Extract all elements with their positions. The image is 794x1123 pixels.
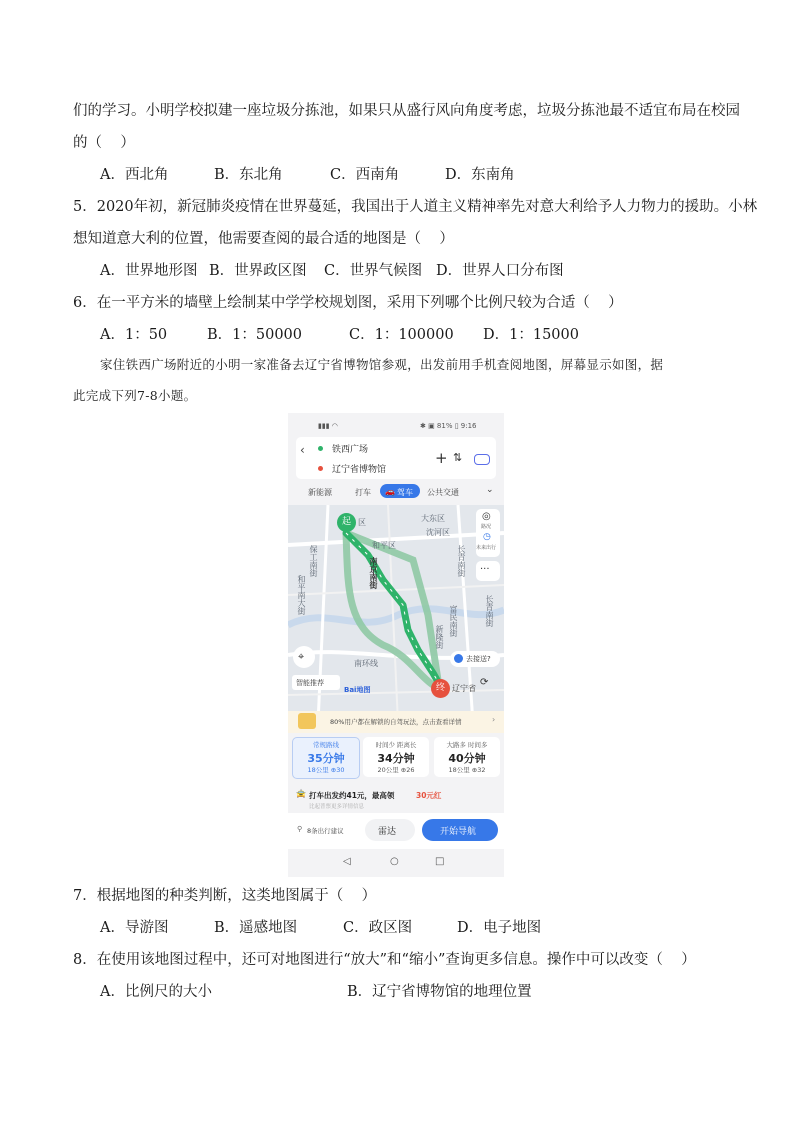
locate-icon: ⌖ bbox=[298, 650, 305, 663]
q4-option-a: A．西北角 bbox=[100, 167, 169, 183]
route-2-info: 20公里 ⊕26 bbox=[377, 766, 415, 774]
back-arrow-icon[interactable]: ‹ bbox=[300, 443, 305, 457]
label-road-fumin: 富民南街 bbox=[449, 605, 458, 637]
label-road-changqing2: 长青南街 bbox=[485, 595, 494, 627]
label-road-ring: 南环线 bbox=[354, 659, 378, 668]
q8-option-b: B．辽宁省博物馆的地理位置 bbox=[347, 984, 532, 1000]
status-right: ✱ ▣ 81% ▯ 9:16 bbox=[420, 422, 477, 430]
route-1-tag: 常规路线 bbox=[313, 741, 339, 749]
location-pin-icon: ⚲ bbox=[297, 825, 303, 833]
pickup-label: 去接送? bbox=[466, 655, 491, 663]
q4-option-b: B．东北角 bbox=[214, 167, 283, 183]
label-road-nanjing: 南京南街 bbox=[369, 557, 378, 589]
label-road-hepingnan: 和平南大街 bbox=[297, 575, 306, 615]
intro-line2: 此完成下列7-8小题。 bbox=[73, 388, 197, 403]
start-marker[interactable]: 起 bbox=[337, 513, 356, 532]
route-1-info: 18公里 ⊕30 bbox=[307, 766, 345, 774]
phone-map-screenshot bbox=[288, 413, 504, 877]
traffic-icon[interactable]: ◎ bbox=[482, 511, 491, 522]
chevron-down-icon[interactable]: ⌄ bbox=[486, 485, 494, 495]
traffic-label: 路况 bbox=[481, 524, 492, 530]
q7-option-b: B．遥感地图 bbox=[214, 920, 298, 936]
q5-text-line2: 想知道意大利的位置，他需要查阅的最合适的地图是（ ） bbox=[73, 231, 454, 247]
route-input-card bbox=[296, 437, 496, 479]
label-road-changqing1: 长青南街 bbox=[457, 545, 466, 577]
nav-recent-icon[interactable]: □ bbox=[435, 856, 445, 867]
more-icon: ··· bbox=[480, 564, 490, 575]
status-signal: ▮▮▮ ◠ bbox=[318, 422, 338, 430]
q5-option-a: A．世界地形图 bbox=[100, 263, 198, 279]
end-marker[interactable]: 终 bbox=[431, 679, 450, 698]
nav-home-icon[interactable]: ○ bbox=[390, 856, 399, 867]
to-input[interactable]: 辽宁省博物馆 bbox=[332, 465, 387, 475]
nav-back-icon[interactable]: ◁ bbox=[343, 856, 351, 867]
q7-option-d: D．电子地图 bbox=[457, 920, 542, 936]
q8-option-a: A．比例尺的大小 bbox=[100, 984, 212, 1000]
tab-drive[interactable]: 驾车 bbox=[397, 488, 413, 497]
refresh-icon[interactable]: ⟳ bbox=[480, 677, 489, 688]
swap-icon[interactable]: ⇅ bbox=[453, 451, 463, 464]
q6-option-b: B．1：50000 bbox=[207, 327, 303, 343]
start-dot-icon bbox=[318, 446, 323, 451]
q7-option-a: A．导游图 bbox=[100, 920, 169, 936]
taxi-icon: 🚖 bbox=[296, 789, 306, 798]
end-dot-icon bbox=[318, 466, 323, 471]
route-3-info: 18公里 ⊕32 bbox=[448, 766, 486, 774]
label-dadong: 大东区 bbox=[421, 514, 445, 523]
assistant-icon[interactable] bbox=[474, 454, 490, 465]
chevron-right-icon: › bbox=[492, 715, 496, 724]
q4-option-d: D．东南角 bbox=[445, 167, 515, 183]
tab-transit[interactable]: 公共交通 bbox=[427, 488, 459, 497]
route-2-tag: 时间少 距离长 bbox=[375, 741, 417, 749]
q6-option-a: A．1：50 bbox=[100, 327, 168, 343]
add-waypoint-icon[interactable]: + bbox=[435, 449, 448, 467]
tab-taxi[interactable]: 打车 bbox=[355, 488, 371, 497]
radar-label: 雷达 bbox=[378, 827, 397, 837]
q4-text-line2: 的（ ） bbox=[73, 135, 135, 151]
map-area[interactable] bbox=[288, 505, 504, 723]
route-1-time: 35分钟 bbox=[307, 752, 345, 765]
q5-text-line1: 5．2020年初，新冠肺炎疫情在世界蔓延，我国出于人道主义精神率先对意大利给予人力物力的援助。小林 bbox=[73, 199, 758, 215]
start-navigation-label: 开始导航 bbox=[440, 827, 477, 837]
suggestions-link[interactable]: 8条出行建议 bbox=[307, 827, 344, 835]
clock-icon[interactable]: ◷ bbox=[483, 532, 491, 542]
q8-text-line1: 8．在使用该地图过程中，还可对地图进行“放大”和“缩小”查询更多信息。操作中可以改变（ ） bbox=[73, 952, 696, 968]
label-road-xinlong: 新隆街 bbox=[435, 625, 444, 649]
future-label: 未来出行 bbox=[476, 545, 497, 551]
tab-new-energy[interactable]: 新能源 bbox=[308, 488, 332, 497]
promo-car-icon bbox=[298, 713, 316, 729]
q6-option-d: D．1：15000 bbox=[483, 327, 579, 343]
taxi-sub: 比起普票更多详情信息 bbox=[309, 804, 365, 810]
q4-option-c: C．西南角 bbox=[330, 167, 400, 183]
label-destination: 辽宁省 bbox=[452, 684, 476, 693]
route-3-tag: 大路多 时间多 bbox=[446, 741, 488, 749]
intro-line1: 家住铁西广场附近的小明一家准备去辽宁省博物馆参观，出发前用手机查阅地图，屏幕显示如图，据 bbox=[100, 357, 664, 372]
pickup-icon bbox=[454, 654, 463, 663]
label-district: 区 bbox=[358, 518, 366, 527]
label-shenhe: 沈河区 bbox=[426, 528, 450, 537]
taxi-text[interactable]: 打车出发约41元，最高领 bbox=[309, 791, 395, 800]
promo-text: 80%用户都在解锁的自驾玩法，点击查看详情 bbox=[330, 718, 462, 726]
route-3-time: 40分钟 bbox=[448, 752, 486, 765]
q6-text-line1: 6．在一平方米的墙壁上绘制某中学学校规划图，采用下列哪个比例尺较为合适（ ） bbox=[73, 295, 623, 311]
q6-option-c: C．1：100000 bbox=[349, 327, 454, 343]
baidu-logo: Bai地图 bbox=[344, 686, 371, 694]
q5-option-d: D．世界人口分布图 bbox=[436, 263, 564, 279]
from-input[interactable]: 铁西广场 bbox=[332, 445, 369, 455]
q5-option-b: B．世界政区图 bbox=[209, 263, 307, 279]
q7-option-c: C．政区图 bbox=[343, 920, 413, 936]
taxi-highlight[interactable]: 30元红 bbox=[416, 791, 442, 800]
q7-text-line1: 7．根据地图的种类判断，这类地图属于（ ） bbox=[73, 888, 377, 904]
smart-recommend-label: 智能推荐 bbox=[296, 679, 324, 687]
label-heping: 和平区 bbox=[372, 541, 396, 550]
q4-text-line1: 们的学习。小明学校拟建一座垃圾分拣池，如果只从盛行风向角度考虑，垃圾分拣池最不适宜布局在校园 bbox=[73, 103, 740, 119]
route-2-time: 34分钟 bbox=[377, 752, 415, 765]
label-road-baogong: 保工南街 bbox=[309, 545, 318, 577]
q5-option-c: C．世界气候图 bbox=[324, 263, 423, 279]
car-icon: 🚗 bbox=[385, 487, 395, 496]
